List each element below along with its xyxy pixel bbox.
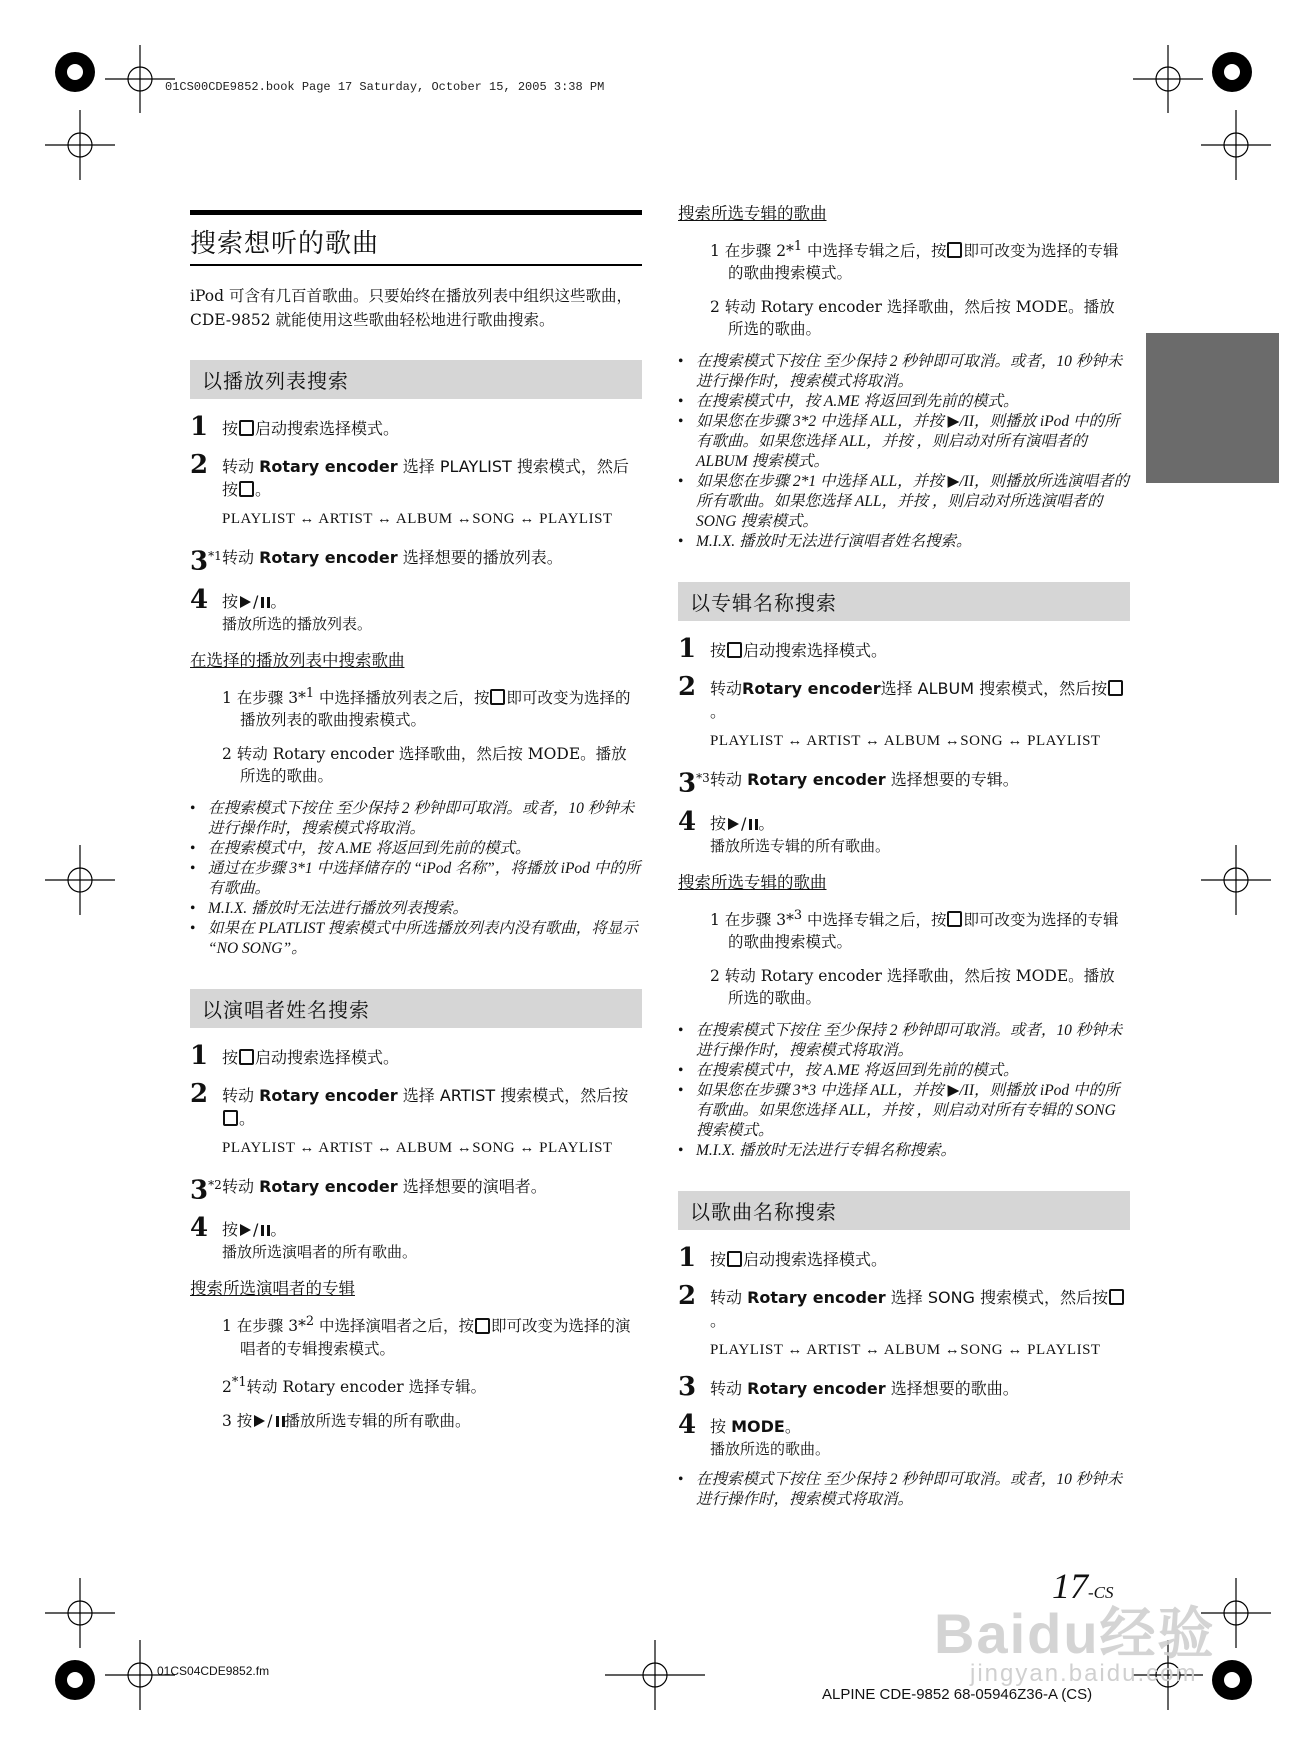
left-column <box>190 210 642 1444</box>
substep-2: 2 转动 Rotary encoder 选择歌曲，然后按 MODE。播放所选的歌曲。 <box>710 966 1115 1007</box>
footer-code: ALPINE CDE-9852 68-05946Z36-A (CS) <box>822 1686 1093 1703</box>
play-icon <box>240 1224 251 1236</box>
search-button-icon <box>490 689 505 705</box>
play-icon <box>728 818 739 830</box>
step-text: 按 启动搜索选择模式。 <box>222 419 400 438</box>
step-text: 转动 Rotary encoder 选择想要的专辑。 <box>710 770 1019 790</box>
notes-list <box>678 1470 1130 1510</box>
mode-chain: PLAYLIST ↔ ARTIST ↔ ALBUM ↔SONG ↔ PLAYLIST <box>710 1341 1101 1358</box>
note-item: • M.I.X. 播放时无法进行专辑名称搜索。 <box>678 1141 1130 1161</box>
play-icon <box>240 596 251 608</box>
step-1 <box>190 1042 642 1070</box>
chapter-tab <box>1146 333 1279 483</box>
notes-list <box>678 352 1130 552</box>
step-4 <box>190 1214 642 1263</box>
note-item: • 在搜索模式中，按 A.ME 将返回到先前的模式。 <box>678 392 1130 412</box>
search-button-icon <box>727 1251 742 1267</box>
step-number: 2 <box>190 1078 209 1109</box>
note-item: • 在搜索模式中，按 A.ME 将返回到先前的模式。 <box>190 839 642 859</box>
step-number: 3$^{*3}$ <box>678 768 710 799</box>
step-3 <box>678 764 1130 798</box>
page-title: 搜索想听的歌曲 <box>190 210 642 266</box>
step-4 <box>678 808 1130 857</box>
note-item: • 在搜索模式下按住 至少保持 2 秒钟即可取消。或者，10 秒钟未进行操作时，搜索模式将取消。 <box>678 352 1130 392</box>
step-1 <box>678 1244 1130 1272</box>
subsection-heading: 搜索所选演唱者的专辑 <box>190 1279 355 1299</box>
step-2 <box>678 1282 1130 1332</box>
step-text: 按 / 。 播放所选演唱者的所有歌曲。 <box>222 1220 418 1262</box>
watermark-url: jingyan.baidu.com <box>970 1660 1198 1687</box>
note-item: • 在搜索模式下按住 至少保持 2 秒钟即可取消。或者，10 秒钟未进行操作时，搜索模式将取消。 <box>190 799 642 839</box>
substep-1: 1 在步骤 3*$^3$ 中选择专辑之后，按 即可改变为选择的专辑的歌曲搜索模式。 <box>710 907 1119 951</box>
note-item: • 如果您在步骤 3*2 中选择 ALL，并按 ▶/II，则播放 iPod 中的所有歌曲。如果您选择 ALL，并按 ，则启动对所有演唱者的 ALBUM 搜索模式。 <box>678 412 1130 472</box>
search-button-icon <box>947 242 962 258</box>
step-3 <box>190 542 642 576</box>
step-text: 转动 Rotary encoder 选择想要的歌曲。 <box>710 1378 1019 1398</box>
step-4 <box>190 586 642 635</box>
step-number: 2 <box>678 1280 697 1311</box>
search-button-icon <box>1108 680 1123 696</box>
substep-2: 2 转动 Rotary encoder 选择歌曲，然后按 MODE。播放所选的歌曲。 <box>222 744 627 785</box>
substep-1: 1 在步骤 3*$^2$ 中选择演唱者之后，按 即可改变为选择的演唱者的专辑搜索模式。 <box>222 1314 631 1358</box>
substep-2: 2 转动 Rotary encoder 选择歌曲，然后按 MODE。播放所选的歌曲。 <box>710 298 1115 339</box>
note-item: • 如果您在步骤 3*3 中选择 ALL，并按 ▶/II，则播放 iPod 中的所有歌曲。如果您选择 ALL，并按 ，则启动对所有专辑的 SONG 搜索模式。 <box>678 1081 1130 1141</box>
subsection-heading: 搜索所选专辑的歌曲 <box>678 204 827 223</box>
step-text: 转动Rotary encoder选择 ALBUM 搜索模式，然后按。 <box>710 673 1130 723</box>
search-button-icon <box>239 1049 254 1065</box>
step-text: 转动 Rotary encoder 选择 PLAYLIST 搜索模式，然后按 。 <box>222 457 629 499</box>
note-item: • 在搜索模式中，按 A.ME 将返回到先前的模式。 <box>678 1061 1130 1081</box>
section-heading-album: 以专辑名称搜索 <box>678 582 1130 621</box>
step-number: 4 <box>678 806 697 837</box>
search-button-icon <box>223 1110 238 1126</box>
right-column <box>678 200 1130 1540</box>
subsection-heading: 搜索所选专辑的歌曲 <box>678 872 827 892</box>
step-text: 按 启动搜索选择模式。 <box>710 641 888 661</box>
watermark: Baidu经验 <box>934 1602 1216 1665</box>
substep-3: 3 按 / 播放所选专辑的所有歌曲。 <box>222 1411 471 1430</box>
section-heading-song: 以歌曲名称搜索 <box>678 1191 1130 1230</box>
step-number: 3$^{*2}$ <box>190 1175 222 1206</box>
pause-icon <box>276 1416 285 1427</box>
step-text: 转动 Rotary encoder 选择 ARTIST 搜索模式，然后按。 <box>222 1085 629 1128</box>
step-3 <box>678 1373 1130 1401</box>
step-1 <box>678 635 1130 663</box>
search-button-icon <box>1109 1289 1124 1305</box>
search-button-icon <box>239 420 254 436</box>
step-number: 4 <box>190 1213 209 1244</box>
search-button-icon <box>947 911 962 927</box>
step-text: 按 启动搜索选择模式。 <box>222 1047 400 1067</box>
step-4 <box>678 1411 1130 1460</box>
substep-2: 2$^{*1}$转动 Rotary encoder 选择专辑。 <box>222 1374 487 1396</box>
step-number: 2 <box>678 672 697 703</box>
step-1 <box>190 413 642 441</box>
intro-paragraph: iPod 可含有几百首歌曲。只要始终在播放列表中组织这些歌曲，CDE-9852 就能使用这些歌曲轻松地进行歌曲搜索。 <box>190 287 632 329</box>
mode-chain: PLAYLIST ↔ ARTIST ↔ ALBUM ↔SONG ↔ PLAYLIST <box>222 1139 613 1156</box>
mode-chain: PLAYLIST ↔ ARTIST ↔ ALBUM ↔SONG ↔ PLAYLIST <box>710 733 1101 750</box>
step-number: 1 <box>678 634 697 665</box>
note-item: • 如果您在步骤 2*1 中选择 ALL，并按 ▶/II，则播放所选演唱者的所有歌曲。如果您选择 ALL，并按 ，则启动对所选演唱者的 SONG 搜索模式。 <box>678 472 1130 532</box>
step-text: 按 / 。 播放所选专辑的所有歌曲。 <box>710 813 891 855</box>
step-2 <box>678 673 1130 723</box>
note-item: • 在搜索模式下按住 至少保持 2 秒钟即可取消。或者，10 秒钟未进行操作时，搜索模式将取消。 <box>678 1470 1130 1510</box>
search-button-icon <box>475 1318 490 1334</box>
step-text: 按 MODE。 播放所选的歌曲。 <box>710 1416 831 1458</box>
step-number: 3$^{*1}$ <box>190 546 222 577</box>
step-number: 3 <box>678 1371 697 1402</box>
note-item: • 通过在步骤 3*1 中选择储存的 “iPod 名称”，将播放 iPod 中的所有歌曲。 <box>190 859 642 899</box>
section-heading-playlist: 以播放列表搜索 <box>190 360 642 399</box>
notes-list <box>190 799 642 959</box>
step-2 <box>190 1080 642 1130</box>
step-text: 转动 Rotary encoder 选择想要的演唱者。 <box>222 1176 547 1196</box>
note-item: • 在搜索模式下按住 至少保持 2 秒钟即可取消。或者，10 秒钟未进行操作时，搜索模式将取消。 <box>678 1021 1130 1061</box>
print-header: 01CS00CDE9852.book Page 17 Saturday, October 15, 2005 3:38 PM <box>165 80 605 94</box>
substep-1: 1 在步骤 3*$^1$ 中选择播放列表之后，按 即可改变为选择的播放列表的歌曲搜索模式。 <box>222 685 631 729</box>
step-text: 按 启动搜索选择模式。 <box>710 1249 888 1269</box>
step-3 <box>190 1171 642 1205</box>
step-number: 1 <box>190 412 209 442</box>
mode-chain: PLAYLIST ↔ ARTIST ↔ ALBUM ↔SONG ↔ PLAYLIST <box>222 511 613 527</box>
step-text: 转动 Rotary encoder 选择想要的播放列表。 <box>222 548 563 567</box>
step-number: 2 <box>190 450 209 480</box>
note-item: • 如果在 PLATLIST 搜索模式中所选播放列表内没有歌曲，将显示 “NO SONG”。 <box>190 919 642 959</box>
section-heading-artist: 以演唱者姓名搜索 <box>190 989 642 1028</box>
note-item: • M.I.X. 播放时无法进行播放列表搜索。 <box>190 899 642 919</box>
search-button-icon <box>727 642 742 658</box>
play-icon <box>254 1415 265 1427</box>
step-2 <box>190 451 642 501</box>
subsection-heading: 在选择的播放列表中搜索歌曲 <box>190 650 405 670</box>
step-text: 转动 Rotary encoder 选择 SONG 搜索模式，然后按。 <box>710 1282 1130 1332</box>
step-number: 4 <box>190 584 209 615</box>
step-number: 4 <box>678 1409 697 1440</box>
notes-list <box>678 1021 1130 1161</box>
substep-1: 1 在步骤 2*$^1$ 中选择专辑之后，按 即可改变为选择的专辑的歌曲搜索模式。 <box>710 239 1119 283</box>
step-number: 1 <box>678 1242 697 1273</box>
footer-file: 01CS04CDE9852.fm <box>157 1664 270 1678</box>
page-number: 17-CS <box>1052 1566 1114 1606</box>
note-item: • M.I.X. 播放时无法进行演唱者姓名搜索。 <box>678 532 1130 552</box>
search-button-icon <box>239 481 254 497</box>
step-number: 1 <box>190 1040 209 1071</box>
step-text: 按 / 。 播放所选的播放列表。 <box>222 591 373 633</box>
